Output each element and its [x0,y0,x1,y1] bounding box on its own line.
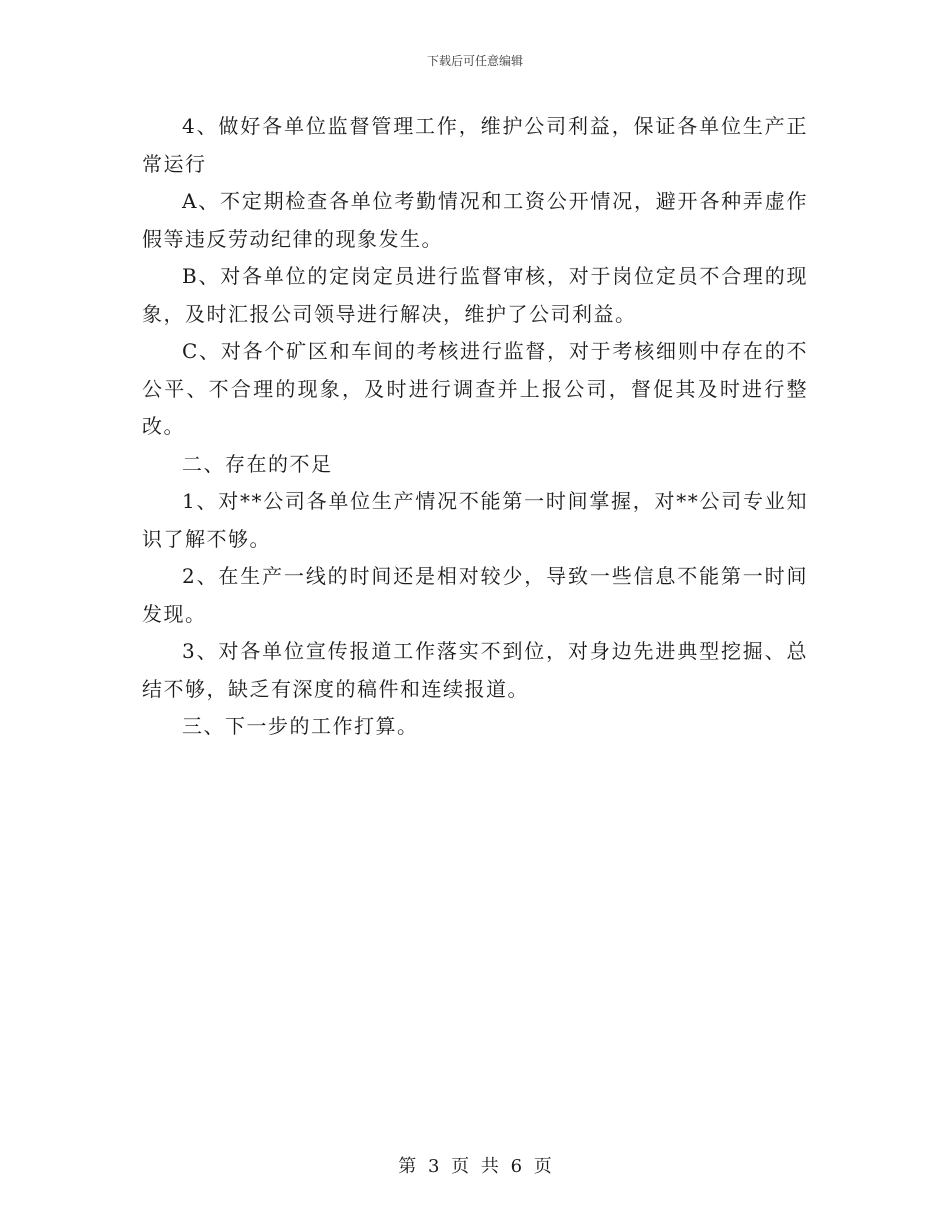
paragraph-supervision: 4、做好各单位监督管理工作，维护公司利益，保证各单位生产正常运行 [142,114,808,176]
paragraph-item-c: C、对各个矿区和车间的考核进行监督，对于考核细则中存在的不公平、不合理的现象，及时进行调查并上报公司，督促其及时进行整改。 [142,339,808,438]
paragraph-shortcoming-3: 3、对各单位宣传报道工作落实不到位，对身边先进典型挖掘、总结不够，缺乏有深度的稿件和连续报道。 [142,639,808,701]
paragraph-item-b: B、对各单位的定岗定员进行监督审核，对于岗位定员不合理的现象，及时汇报公司领导进行解决，维护了公司利益。 [142,264,808,326]
document-body [142,108,808,746]
section-heading-shortcomings: 二、存在的不足 [182,451,333,476]
page-number-footer: 第 3 页 共 6 页 [398,1156,552,1177]
paragraph-shortcoming-1: 1、对**公司各单位生产情况不能第一时间掌握，对**公司专业知识了解不够。 [142,489,808,551]
page-header-note: 下载后可任意编辑 [426,54,523,68]
paragraph-shortcoming-2: 2、在生产一线的时间还是相对较少，导致一些信息不能第一时间发现。 [142,564,808,626]
section-heading-next-steps: 三、下一步的工作打算。 [182,714,419,738]
paragraph-item-a: A、不定期检查各单位考勤情况和工资公开情况，避开各种弄虚作假等违反劳动纪律的现象发生。 [142,189,808,251]
